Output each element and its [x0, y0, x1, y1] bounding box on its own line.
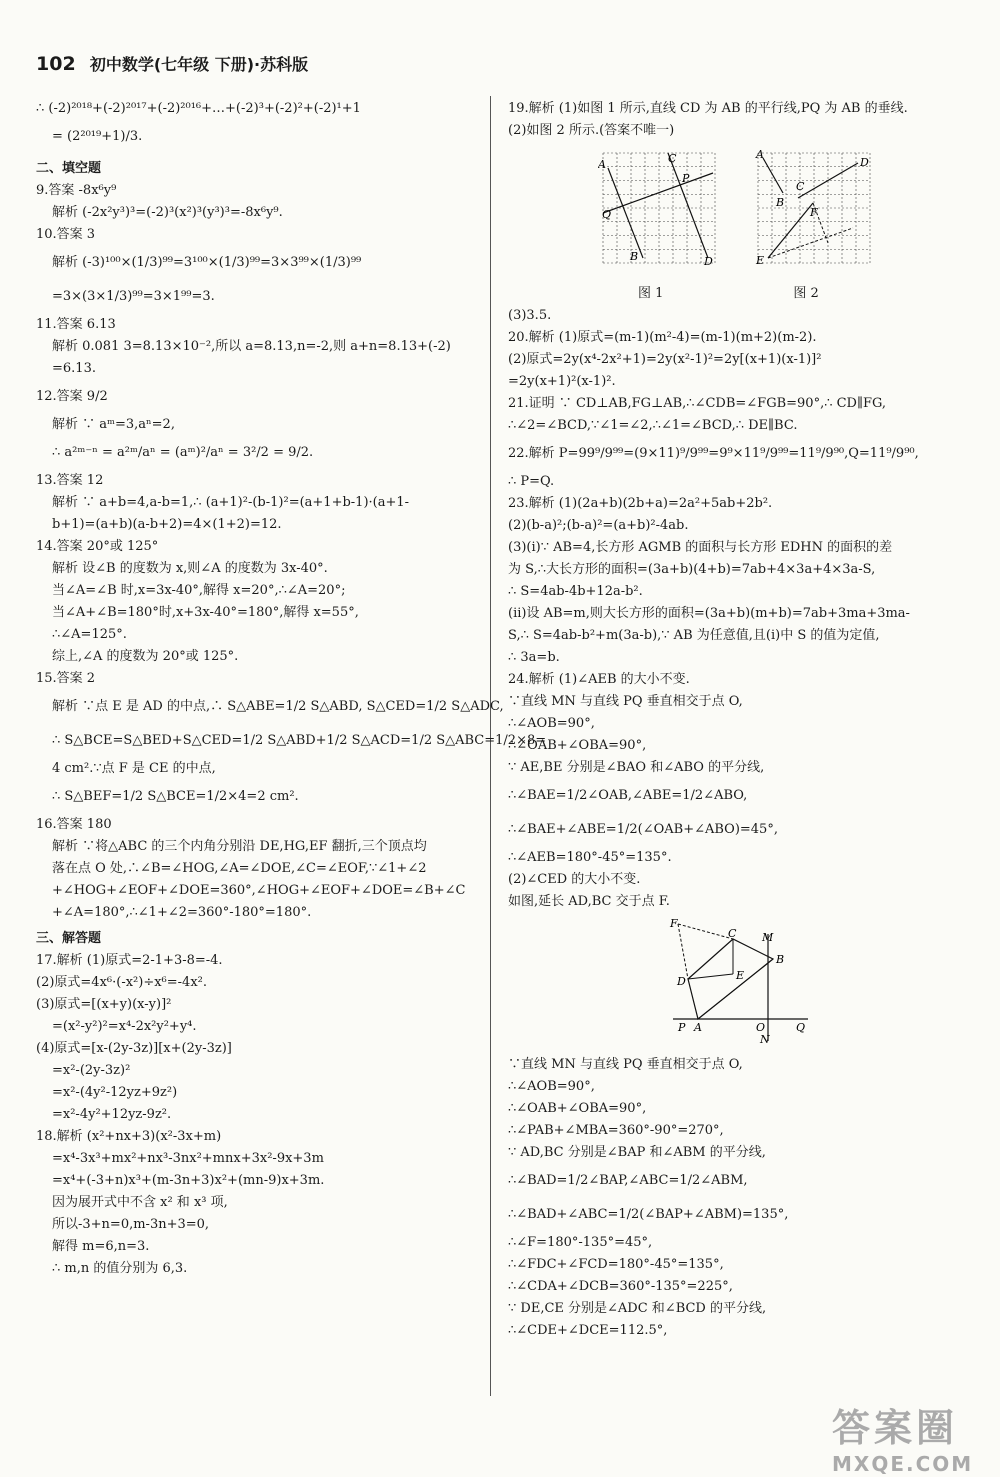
- left-lines-line: 16.答案 180: [36, 817, 112, 832]
- fig1-label-p: P: [682, 172, 690, 185]
- left-lines-line: ∴∠A=125°.: [52, 627, 127, 642]
- left-lines-line: 10.答案 3: [36, 227, 96, 242]
- figure-24: [668, 919, 968, 1048]
- left-lines-line: 当∠A+∠B=180°时,x+3x-40°=180°,解得 x=55°,: [52, 605, 359, 620]
- fig1-label-q: Q: [602, 208, 612, 221]
- left-lines-line: =6.13.: [52, 361, 96, 376]
- left-lines-line: +∠A=180°,∴∠1+∠2=360°-180°=180°.: [52, 905, 312, 920]
- left-lines-line: 解析 设∠B 的度数为 x,则∠A 的度数为 3x-40°.: [52, 561, 328, 576]
- label-e: E: [736, 969, 745, 982]
- left-lines-line: 9.答案 -8x⁶y⁹: [36, 183, 117, 198]
- left-lines-line: 18.解析 (x²+nx+3)(x²-3x+m): [36, 1129, 222, 1144]
- left-lines-line: ∴ a²ᵐ⁻ⁿ = a²ᵐ/aⁿ = (aᵐ)²/aⁿ = 3²/2 = 9/2.: [52, 445, 314, 460]
- left-lines-line: 解析 ∵ a+b=4,a-b=1,∴ (a+1)²-(b-1)²=(a+1+b-1)·(a+1-: [52, 495, 410, 510]
- fig1-label-a: A: [598, 158, 606, 171]
- segment-ab: [698, 959, 773, 1019]
- label-m: M: [762, 931, 774, 944]
- line-pq: [603, 173, 713, 213]
- left-lines-line: +∠HOG+∠EOF+∠DOE=360°,∠HOG+∠EOF+∠DOE=∠B+∠C: [52, 883, 466, 898]
- right-mid-lines-line: 为 S,∴大长方形的面积=(3a+b)(4+b)=7ab+4×3a+4×3a-S,: [508, 562, 876, 577]
- fig2-label-d: D: [860, 156, 869, 169]
- watermark-url: MXQE.COM: [832, 1452, 974, 1476]
- answers-20-24-text: [508, 305, 968, 913]
- left-lines-line: 解析 (-2x²y³)³=(-2)³(x²)³(y³)³=-8x⁶y⁹.: [52, 205, 283, 220]
- left-lines-line: 解得 m=6,n=3.: [52, 1239, 150, 1254]
- caption-fig1: 图 1: [638, 286, 664, 301]
- left-lines-line: 解析 ∵将△ABC 的三个内角分别沿 DE,HG,EF 翻折,三个顶点均: [52, 839, 427, 854]
- label-b: B: [776, 953, 785, 966]
- right-mid-lines-line: (ii)设 AB=m,则大长方形的面积=(3a+b)(m+b)=7ab+3ma+3ma-: [508, 606, 910, 621]
- grid-figures: [598, 148, 898, 278]
- right-mid-lines-line: 21.证明 ∵ CD⊥AB,FG⊥AB,∴∠CDB=∠FGB=90°,∴ CD∥FG,: [508, 396, 887, 411]
- right-top-lines-line: (2)如图 2 所示.(答案不唯一): [508, 123, 675, 138]
- left-lines-line: (4)原式=[x-(2y-3z)][x+(2y-3z)]: [36, 1041, 232, 1056]
- left-lines-line: 11.答案 6.13: [36, 317, 116, 332]
- left-lines-line: 13.答案 12: [36, 473, 104, 488]
- fig1-label-b: B: [630, 250, 639, 263]
- label-c: C: [728, 927, 737, 940]
- left-lines-line: =x²-(2y-3z)²: [52, 1063, 131, 1078]
- left-lines-line: 三、解答题: [36, 931, 102, 946]
- right-bottom-lines-line: ∵ DE,CE 分别是∠ADC 和∠BCD 的平分线,: [508, 1301, 767, 1316]
- page-header: [36, 52, 308, 75]
- right-bottom-lines-line: ∴∠BAD=1/2∠BAP,∠ABC=1/2∠ABM,: [508, 1173, 748, 1188]
- right-mid-lines-line: (2)(b-a)²;(b-a)²=(a+b)²-4ab.: [508, 518, 689, 533]
- label-q: Q: [796, 1021, 806, 1034]
- left-lines-line: (2)原式=4x⁶·(-x²)÷x⁶=-4x².: [36, 975, 207, 990]
- dashed-fc: [678, 924, 733, 939]
- right-mid-lines-line: ∵ AE,BE 分别是∠BAO 和∠ABO 的平分线,: [508, 760, 765, 775]
- right-mid-lines-line: (3)(i)∵ AB=4,长方形 AGMB 的面积与长方形 EDHN 的面积的差: [508, 540, 893, 555]
- left-lines-line: ∴ S△BEF=1/2 S△BCE=1/2×4=2 cm².: [52, 789, 299, 804]
- left-lines-line: 解析 (-3)¹⁰⁰×(1/3)⁹⁹=3¹⁰⁰×(1/3)⁹⁹=3×3⁹⁹×(1/3)⁹⁹: [52, 255, 362, 270]
- left-lines-line: =x²-4y²+12yz-9z².: [52, 1107, 172, 1122]
- page-number: 102: [36, 53, 76, 75]
- right-bottom-lines-line: ∴∠CDE+∠DCE=112.5°,: [508, 1323, 668, 1338]
- figures-19: [598, 148, 968, 301]
- left-lines-line: ∴ m,n 的值分别为 6,3.: [52, 1261, 188, 1276]
- right-mid-lines-line: ∴ S=4ab-4b+12a-b².: [508, 584, 643, 599]
- right-mid-lines-line: =2y(x+1)²(x-1)².: [508, 374, 616, 389]
- right-mid-lines-line: ∴ 3a=b.: [508, 650, 560, 665]
- figure-captions: [638, 282, 968, 301]
- right-mid-lines-line: (2)∠CED 的大小不变.: [508, 872, 641, 887]
- left-lines-line: =3×(3×1/3)⁹⁹=3×1⁹⁹=3.: [52, 289, 215, 304]
- left-lines-line: 二、填空题: [36, 161, 102, 176]
- left-lines-line: 17.解析 (1)原式=2-1+3-8=-4.: [36, 953, 223, 968]
- right-mid-lines-line: 22.解析 P=99⁹/9⁹⁹=(9×11)⁹/9⁹⁹=9⁹×11⁹/9⁹⁹=11⁹/9⁹⁰,Q=11⁹/9⁹⁰,: [508, 446, 919, 461]
- left-lines-line: 解析 0.081 3=8.13×10⁻²,所以 a=8.13,n=-2,则 a+n=8.13+(-2): [52, 339, 451, 354]
- dashed-fd: [678, 924, 688, 979]
- label-a: A: [694, 1021, 702, 1034]
- left-lines-line: 12.答案 9/2: [36, 389, 108, 404]
- left-lines-line: 综上,∠A 的度数为 20°或 125°.: [52, 649, 239, 664]
- left-lines-line: = (2²⁰¹⁹+1)/3.: [52, 129, 143, 144]
- line-ab: [608, 168, 643, 258]
- answer-19-text: [508, 98, 968, 142]
- left-lines-line: b+1)=(a+b)(a-b+2)=4×(1+2)=12.: [52, 517, 282, 532]
- right-column: [508, 98, 968, 1342]
- left-lines-line: 落在点 O 处,∴∠B=∠HOG,∠A=∠DOE,∠C=∠EOF,∵∠1+∠2: [52, 861, 427, 876]
- label-p: P: [678, 1021, 686, 1034]
- right-bottom-lines-line: ∴∠OAB+∠OBA=90°,: [508, 1101, 647, 1116]
- right-mid-lines-line: ∴∠AEB=180°-45°=135°.: [508, 850, 672, 865]
- left-lines-line: 15.答案 2: [36, 671, 96, 686]
- right-bottom-lines-line: ∴∠PAB+∠MBA=360°-90°=270°,: [508, 1123, 724, 1138]
- label-d: D: [677, 975, 686, 988]
- right-bottom-lines-line: ∵直线 MN 与直线 PQ 垂直相交于点 O,: [508, 1057, 743, 1072]
- right-mid-lines-line: ∴∠BAE=1/2∠OAB,∠ABE=1/2∠ABO,: [508, 788, 748, 803]
- right-mid-lines-line: ∴∠OAB+∠OBA=90°,: [508, 738, 647, 753]
- angle-figure: [668, 919, 818, 1044]
- right-bottom-lines-line: ∴∠BAD+∠ABC=1/2(∠BAP+∠ABM)=135°,: [508, 1207, 789, 1222]
- fig1-label-d: D: [704, 255, 713, 268]
- left-lines-line: 所以-3+n=0,m-3n+3=0,: [52, 1217, 210, 1232]
- fig2-label-f: F: [810, 206, 818, 219]
- left-lines-line: =(x²-y²)²=x⁴-2x²y²+y⁴.: [52, 1019, 197, 1034]
- right-mid-lines-line: 如图,延长 AD,BC 交于点 F.: [508, 894, 670, 909]
- answer-24-continued: [508, 1054, 968, 1342]
- right-mid-lines-line: ∴ P=Q.: [508, 474, 555, 489]
- line-cd: [668, 153, 708, 258]
- book-title: 初中数学(七年级 下册)·苏科版: [89, 55, 309, 74]
- right-top-lines-line: 19.解析 (1)如图 1 所示,直线 CD 为 AB 的平行线,PQ 为 AB 的垂线.: [508, 101, 908, 116]
- right-mid-lines-line: ∵直线 MN 与直线 PQ 垂直相交于点 O,: [508, 694, 743, 709]
- fig2-label-b: B: [776, 196, 785, 209]
- right-bottom-lines-line: ∴∠AOB=90°,: [508, 1079, 595, 1094]
- right-mid-lines-line: 24.解析 (1)∠AEB 的大小不变.: [508, 672, 690, 687]
- right-bottom-lines-line: ∴∠F=180°-135°=45°,: [508, 1235, 653, 1250]
- label-n: N: [760, 1033, 770, 1044]
- segment-de: [688, 974, 733, 979]
- right-mid-lines-line: ∴∠BAE+∠ABE=1/2(∠OAB+∠ABO)=45°,: [508, 822, 778, 837]
- fig1-label-c: C: [668, 152, 677, 165]
- fig2-segment-ab: [763, 158, 783, 193]
- fig2-label-e: E: [756, 254, 765, 267]
- right-bottom-lines-line: ∵ AD,BC 分别是∠BAP 和∠ABM 的平分线,: [508, 1145, 766, 1160]
- left-lines-line: 因为展开式中不含 x² 和 x³ 项,: [52, 1195, 228, 1210]
- left-lines-line: =x⁴-3x³+mx²+nx³-3nx²+mnx+3x²-9x+3m: [52, 1151, 324, 1166]
- right-mid-lines-line: ∴∠2=∠BCD,∵∠1=∠2,∴∠1=∠BCD,∴ DE∥BC.: [508, 418, 798, 433]
- right-mid-lines-line: (2)原式=2y(x⁴-2x²+1)=2y(x²-1)²=2y[(x+1)(x-1)]²: [508, 352, 822, 367]
- right-bottom-lines-line: ∴∠CDA+∠DCB=360°-135°=225°,: [508, 1279, 733, 1294]
- left-lines-line: 当∠A=∠B 时,x=3x-40°,解得 x=20°,∴∠A=20°;: [52, 583, 346, 598]
- quadrilateral: [688, 939, 773, 1019]
- right-mid-lines-line: 20.解析 (1)原式=(m-1)(m²-4)=(m-1)(m+2)(m-2).: [508, 330, 817, 345]
- left-lines-line: (3)原式=[(x+y)(x-y)]²: [36, 997, 172, 1012]
- fig2-segment-ef: [768, 203, 813, 258]
- right-mid-lines-line: ∴∠AOB=90°,: [508, 716, 595, 731]
- left-lines-line: 4 cm².∵点 F 是 CE 的中点,: [52, 761, 216, 776]
- left-lines-line: =x²-(4y²-12yz+9z²): [52, 1085, 178, 1100]
- caption-fig2: 图 2: [793, 286, 819, 301]
- left-lines-line: 解析 ∵ aᵐ=3,aⁿ=2,: [52, 417, 175, 432]
- left-lines-line: 解析 ∵点 E 是 AD 的中点,∴ S△ABE=1/2 S△ABD, S△CED=1/2 S△ADC,: [52, 699, 504, 714]
- label-f: F: [670, 919, 678, 930]
- fig2-label-c: C: [796, 180, 805, 193]
- right-mid-lines-line: 23.解析 (1)(2a+b)(2b+a)=2a²+5ab+2b².: [508, 496, 773, 511]
- left-lines-line: 14.答案 20°或 125°: [36, 539, 159, 554]
- left-lines-line: ∴ (-2)²⁰¹⁸+(-2)²⁰¹⁷+(-2)²⁰¹⁶+…+(-2)³+(-2)²+(-2)¹+1: [36, 101, 361, 116]
- watermark-title: 答案圈: [832, 1406, 959, 1450]
- right-mid-lines-line: (3)3.5.: [508, 308, 552, 323]
- fig2-label-a: A: [756, 148, 764, 161]
- figure-1-grid: [603, 153, 715, 263]
- watermark-logo: [832, 1397, 982, 1476]
- right-bottom-lines-line: ∴∠FDC+∠FCD=180°-45°=135°,: [508, 1257, 724, 1272]
- left-lines-line: ∴ S△BCE=S△BED+S△CED=1/2 S△ABD+1/2 S△ACD=1/2 S△ABC=1/2×8=: [52, 733, 547, 748]
- left-lines-line: =x⁴+(-3+n)x³+(m-3n+3)x²+(mn-9)x+3m.: [52, 1173, 325, 1188]
- right-mid-lines-line: S,∴ S=4ab-b²+m(3a-b),∵ AB 为任意值,且(i)中 S 的值为定值,: [508, 628, 880, 643]
- label-o: O: [756, 1021, 766, 1034]
